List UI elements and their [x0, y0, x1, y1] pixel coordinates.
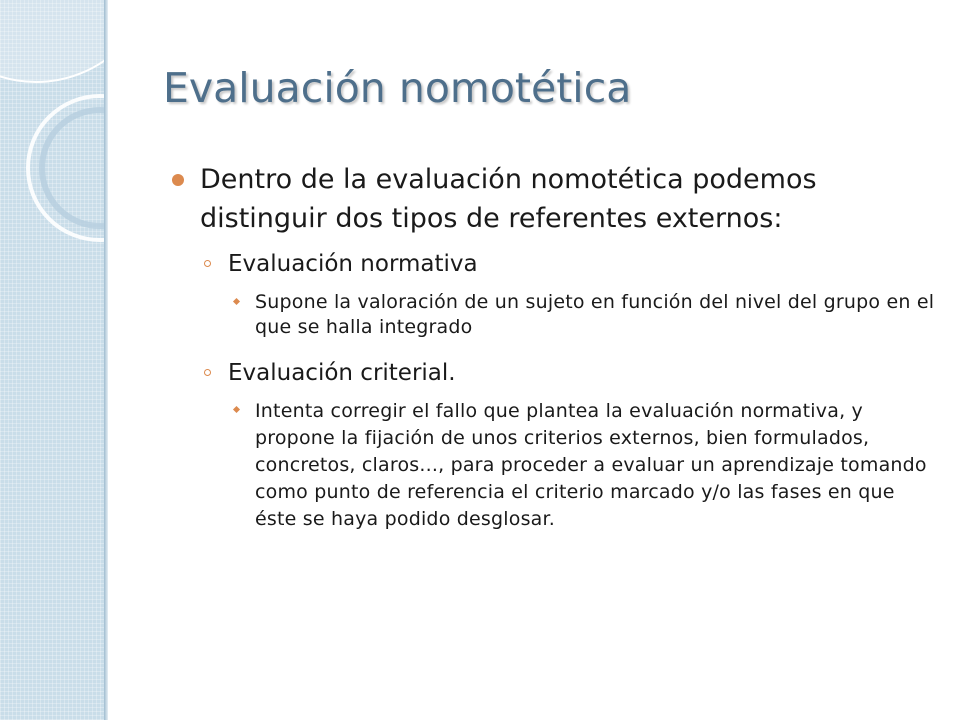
detail-text: Supone la valoración de un sujeto en función del nivel del grupo en el que se halla integrado: [255, 291, 935, 338]
detail-normativa: [172, 290, 935, 340]
main-bullet-text: Dentro de la evaluación nomotética podemos distinguir dos tipos de referentes externos:: [200, 164, 817, 234]
main-bullet-item: [172, 160, 872, 238]
subitem-label: Evaluación normativa: [228, 251, 478, 277]
decorative-circles: [0, 0, 104, 720]
ring-bullet-icon: [204, 260, 211, 267]
side-decoration-panel: [0, 0, 104, 720]
subitem-criterial: [172, 357, 942, 389]
bullet-icon: [172, 174, 184, 186]
side-panel-edge: [104, 0, 108, 720]
slide-title: Evaluación nomotética: [163, 64, 632, 112]
ring-bullet-icon: [204, 369, 211, 376]
subitem-label: Evaluación criterial.: [228, 360, 456, 386]
diamond-bullet-icon: [233, 406, 240, 413]
diamond-bullet-icon: [233, 298, 240, 305]
detail-criterial: [172, 398, 935, 533]
slide-content: [172, 160, 942, 533]
subitem-normativa: [172, 248, 942, 280]
detail-text: Intenta corregir el fallo que plantea la evaluación normativa, y propone la fijación de unos criterios externos, bien formulados, concretos, claros..., para proceder a evaluar un aprendizaje tomando como punto de referencia el criterio marcado y/o las fases en que éste se haya podido desglosar.: [255, 400, 927, 530]
